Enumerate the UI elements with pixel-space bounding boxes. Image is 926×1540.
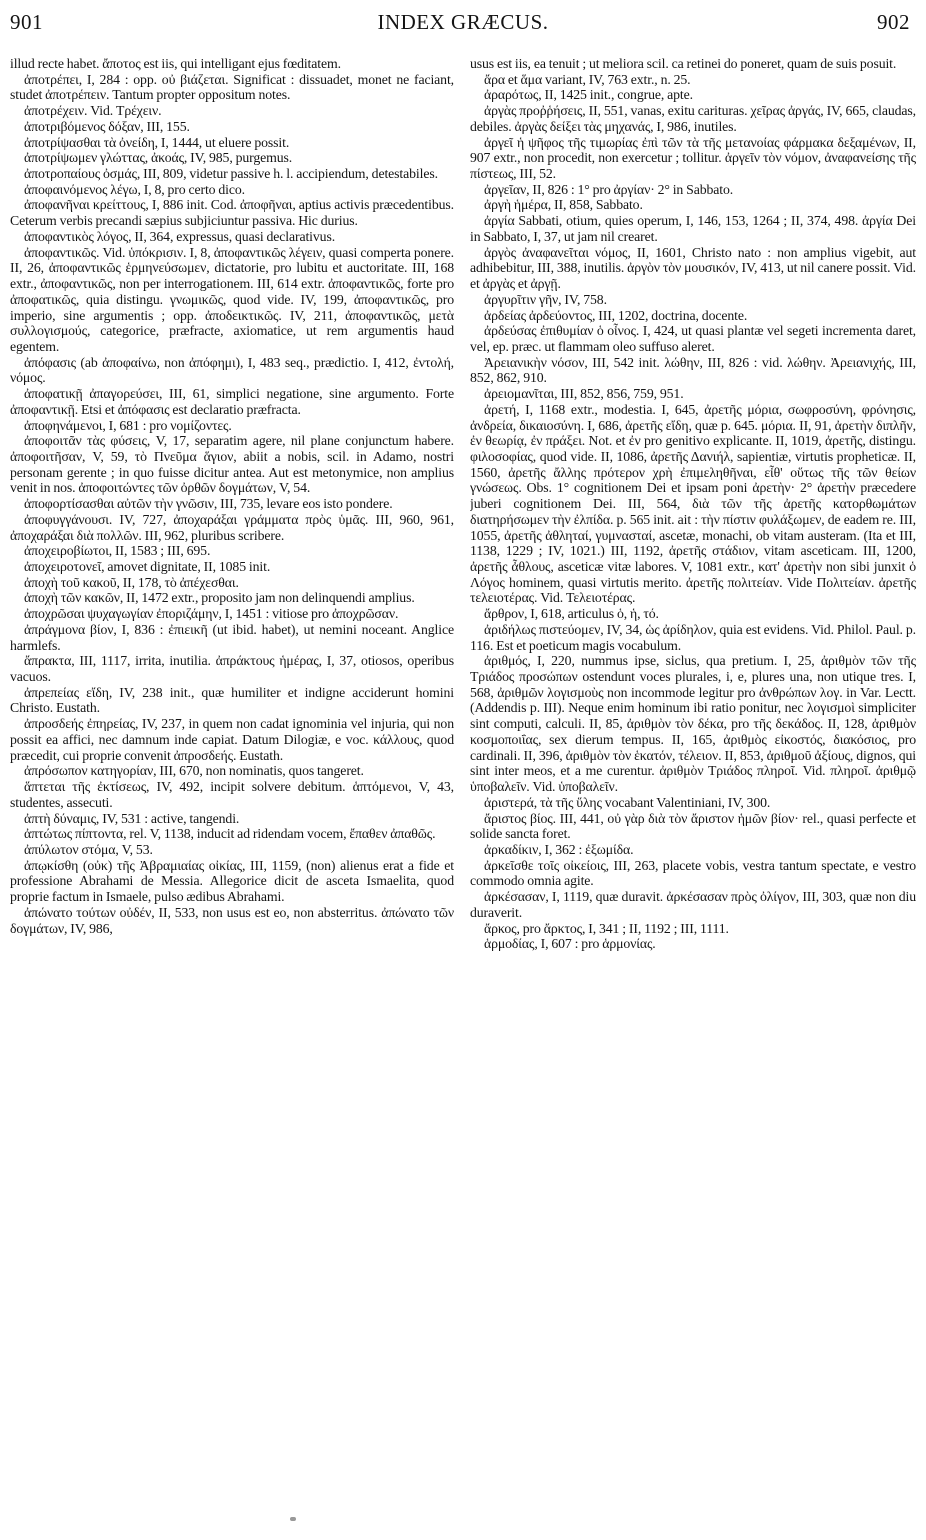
index-entry: ἀποφατικῇ ἀπαγορεύσει, III, 61, simplici negatione, sine argumento. Forte ἀποφαντικῇ. Etsi et ἀπόφασις est declaratio præfracta. <box>10 386 454 417</box>
index-entry: ἀπροσδεής ἐπηρείας, IV, 237, in quem non cadat ignominia vel injuria, qui non possit ea affici, nec damnum inde capiat. Datum Dilogiæ, e voc. κάλλους, quod præcedit, cui proprie convenit ἀπροσδεής. Eustath. <box>10 716 454 763</box>
right-column <box>470 56 916 1506</box>
index-entry: ἀποτρίψωμεν γλώττας, ἀκοάς, IV, 985, purgemus. <box>24 150 293 166</box>
index-entry: ἀργία Sabbati, otium, quies operum, I, 146, 153, 1264 ; II, 374, 498. ἀργία Dei in Sabbato, I, 37, ut jam nil crearet. <box>470 213 916 244</box>
index-entry: usus est iis, ea tenuit ; ut meliora scil. ca retinei do poneret, quam de suis posuit. <box>470 56 897 71</box>
index-entry: ἀποτρέχειν. Vid. Τρέχειν. <box>24 103 162 119</box>
index-entry: ἀρειομανῖται, III, 852, 856, 759, 951. <box>484 386 684 402</box>
index-entry: ἅπτεται τῆς ἐκτίσεως, IV, 492, incipit solvere debitum. ἁπτόμενοι, V, 43, studentes, assecuti. <box>10 779 454 810</box>
index-entry: ἀποχὴ τῶν κακῶν, II, 1472 extr., proposito jam non delinquendi amplius. <box>24 590 415 606</box>
index-entry: ἀπράγμονα βίον, I, 836 : ἐπιεικῆ (ut ibid. habet), ut nemini noceant. Anglice harmlefs. <box>10 621 454 653</box>
index-entry: ἀποτριβόμενος δόξαν, III, 155. <box>24 118 190 134</box>
index-entry: ἀπρεπείας εἴδη, IV, 238 init., quæ humiliter et indigne acciderunt homini Christo. Eustath. <box>10 684 454 716</box>
index-entry: ἁρμοδίας, I, 607 : pro ἁρμονίας. <box>484 936 656 952</box>
index-entry: ἄπρακτα, III, 1117, irrita, inutilia. ἀπράκτους ἡμέρας, I, 37, otiosos, operibus vacuos. <box>10 653 454 685</box>
index-entry: ἀπτώτως πίπτοντα, rel. V, 1138, inducit ad ridendam vocem, ἔπαθεν ἀπαθῶς. <box>24 826 436 842</box>
index-entry: ἄριστος βίος. III, 441, οὐ γὰρ διὰ τὸν ἄριστον ἡμῶν βίον· rel., quasi perfecte et solide sancta foret. <box>470 810 916 842</box>
index-entry: ἀπτὴ δύναμις, IV, 531 : active, tangendi. <box>24 810 240 826</box>
index-entry: ἀπόφασις (ab ἀποφαίνω, non ἀπόφημι), I, 483 seq., prædictio. I, 412, ἐντολή, νόμος. <box>10 354 454 386</box>
index-entry: ἀρκαδίκιν, I, 362 : ἐξωμίδα. <box>484 841 634 857</box>
index-entry: ἄρκος, pro ἄρκτος, I, 341 ; II, 1192 ; III, 1111. <box>484 920 729 936</box>
index-entry: ἀποφυγγάνουσι. IV, 727, ἀποχαράξαι γράμματα πρὸς ὑμᾶς. III, 960, 961, ἀποχαράξαι διὰ πολλῶν. III, 962, pluribus scribere. <box>10 511 454 543</box>
index-entry: Ἀρειανικὴν νόσον, III, 542 init. λώθην, III, 826 : vid. λώθην. Ἀρειανιχής, III, 852, 862, 910. <box>470 354 916 386</box>
index-entry: ἀποτροπαίους ὀσμάς, III, 809, videtur passive h. l. accipiendum, detestabiles. <box>24 166 438 182</box>
index-entry: ἀργυρῖτιν γῆν, IV, 758. <box>484 291 607 307</box>
index-entry: ἄρα et ἅμα variant, IV, 763 extr., n. 25. <box>484 71 691 87</box>
index-entry: ἀποφαντικῶς. Vid. ὑπόκρισιν. I, 8, ἀποφαντικῶς λέγειν, quasi comperta ponere. II, 26, ἀποφαντικῶς ἑρμηνεύσωμεν, dictatorie, pro lubitu et auctoritate. III, 168 extr., ἀποφαντικῶς, non per interrogationem. III, 614 extr. ἀποφαντικῶς, forte pro ἀποφατικῶς, quia distingu. γνωμικῶς, quod vide. IV, 199, ἀποφαντικῶς, pro imperio, sine argumentis ; opp. ἀποδεικτικῶς. IV, 211, ἀποφαντικῶς, μετὰ συλλογισμούς, categorice, præfracte, axiomatice, ut rem argumentis haud egentem. <box>10 244 454 354</box>
printer-mark <box>290 1517 296 1521</box>
index-entry: ἀριδήλως πιστεύομεν, IV, 34, ὡς ἀρίδηλον, quia est evidens. Vid. Philol. Paul. p. 116. Est et poeticum magis vocabulum. <box>470 621 916 653</box>
page-number-left: 901 <box>10 10 43 34</box>
index-entry: ἀρκέσασαν, I, 1119, quæ duravit. ἀρκέσασαν πρὸς ὀλίγον, III, 303, quæ non diu duraverit. <box>470 889 916 920</box>
index-entry: ἀποφοιτᾶν τὰς φύσεις, V, 17, separatim agere, nil plane conjunctum habere. ἀποφοιτῆσαν, V, 59, τὸ Πνεῦμα ἅγιον, abiit a nobis, scil. in Adamo, nostri personam gerente ; in quo fuisse dicitur antea. Aut est metonymice, non amplius venit in nos. ἀποφοιτώντες τῶν ὀρθῶν δογμάτων, V, 54. <box>10 433 454 496</box>
index-entry: ἀραρότως, II, 1425 init., congrue, apte. <box>484 87 693 103</box>
index-entry: ἀποφαινόμενος λέγω, I, 8, pro certo dico. <box>24 181 245 197</box>
running-title: INDEX GRÆCUS. <box>377 10 549 34</box>
index-entry: ἀργὸς ἀναφανεῖται νόμος, II, 1601, Christo nato : non amplius vigebit, aut adhibebitur, III, 388, inutilis. ἀργὸν τὸν μουσικόν, IV, 413, ut nil canere possit. Vid. et ἀργὰς et ἀργῇ. <box>470 244 916 292</box>
index-entry: ἀριστερά, τὰ τῆς ὕλης vocabant Valentiniani, IV, 300. <box>484 794 771 810</box>
index-entry: ἀπώνατο τούτων οὐδέν, II, 533, non usus est eo, non absterritus. ἀπώνατο τῶν δογμάτων, IV, 986, <box>10 904 454 936</box>
index-entry: ἀποτρίψασθαι τὰ ὀνείδη, I, 1444, ut eluere possit. <box>24 134 290 150</box>
index-entry: ἀργὴ ἡμέρα, II, 858, Sabbato. <box>484 197 643 213</box>
index-entry: ἀποχὴ τοῦ κακοῦ, II, 178, τὸ ἀπέχεσθαι. <box>24 574 239 590</box>
index-entry: ἀποχρῶσαι ψυχαγωγίαν ἐποριζάμην, I, 1451 : vitiose pro ἀποχρῶσαν. <box>24 606 399 622</box>
index-entry: ἀργεῖαν, II, 826 : 1° pro ἀργίαν· 2° in Sabbato. <box>484 181 734 197</box>
index-entry: ἀποτρέπει, I, 284 : opp. οὐ βιάζεται. Significat : dissuadet, monet ne faciant, studet ἀποτρέπειν. Tantum propter oppositum notes. <box>10 71 454 103</box>
index-entry: ἀποφορτίσασθαι αὐτῶν τὴν γνῶσιν, III, 735, levare eos isto pondere. <box>24 496 393 512</box>
index-entry: ἀρδεύσας ἐπιθυμίαν ὁ οἶνος. I, 424, ut quasi plantæ vel segeti incrementa daret, vel, ep. præc. ut flammam oleo suffuso aleret. <box>470 323 916 354</box>
index-entry: ἀργεῖ ἡ ψῆφος τῆς τιμωρίας ἐπὶ τῶν τὰ τῆς μετανοίας φάρμακα δεξαμένων, II, 907 extr., non procedit, non exercetur ; tollitur. ἀργεῖν τὸν νόμον, ἀναφανείσης τῆς πίστεως, III, 52. <box>470 134 916 182</box>
index-entry: ἀρετή, I, 1168 extr., modestia. I, 645, ἀρετῆς μόρια, σωφροσύνη, φρόνησις, ἀνδρεία, δικαιοσύνη. I, 686, ἀρετῆς εἴδη, quæ p. 645. μόρια. II, 91, ἀρετὴν διπλῆν, ἐν θεωρίᾳ, ἐν πράξει. Not. et ἐν pro genitivo explicante. II, 1019, ἀρετῆς, distingu. φιλοσοφίας, quod vide. II, 1086, ἀρετῆς Δανιήλ, sapientiæ, virtutis propheticæ. II, 1560, ἀρετῆς ἄλλης πρότερον χρὴ ἐπιμεληθῆναι, εἶθ' οὕτως τῆς τῶν θείων γνώσεως. Obs. 1° cognitionem Dei et ipsam poni ἀρετὴν· 2° ἀρετὴν præcedere juberi cognitionem Dei. III, 564, διὰ τῶν τῆς ἀρετῆς κατορθωμάτων διατηρήσωμεν τὴν ἐλπίδα. p. 565 init. ait : τὴν πίστιν φυλάξωμεν, de eadem re. III, 1055, ἀρετῆς ἀθληταί, γυμνασταί, ascetæ, monachi, ob vitam austeram. (Ita et III, 1138, 1229 ; IV, 1021.) III, 1192, ἀρετῆς στάδιον, vitam asceticam. III, 1200, ἀρετῆς ἆθλους, asceticæ vitæ labores. V, 1081 extr., κατ' ἀρετὴν non sibi junxit ὁ Λόγος hominem, quasi virtutis merito. ἀρετῆς πολιτείαν. Vide Πολιτείαν. ἀρετῆς τελειοτέρας. Vid. Τελειοτέρας. <box>470 401 916 606</box>
index-entry: ἀργὰς προῤῥήσεις, II, 551, vanas, exitu carituras. χεῖρας ἀργάς, IV, 665, claudas, debiles. ἀργὰς δείξει τὰς μηχανάς, I, 986, inutiles. <box>470 103 916 134</box>
page-number-right: 902 <box>877 10 910 34</box>
index-entry: ἀποφαντικὸς λόγος, II, 364, expressus, quasi declarativus. <box>24 228 336 244</box>
running-header <box>10 6 916 46</box>
index-entry: ἀποφηνάμενοι, I, 681 : pro νομίζοντες. <box>24 417 232 433</box>
left-column <box>10 56 454 1506</box>
index-entry: ἀρδείας ἀρδεύοντος, III, 1202, doctrina, docente. <box>484 307 748 323</box>
index-entry: ἀποχειροβίωτοι, II, 1583 ; III, 695. <box>24 543 211 559</box>
index-entry: ἀρκεῖσθε τοῖς οἰκείοις, III, 263, placete vobis, vestra tantum spectate, e vestro commodo omnia agite. <box>470 857 916 889</box>
index-entry: ἀπύλωτον στόμα, V, 53. <box>24 841 153 857</box>
index-entry: ἄρθρον, I, 618, articulus ὁ, ἡ, τό. <box>484 606 659 622</box>
index-entry: ἀριθμός, I, 220, nummus ipse, siclus, qua pretium. I, 25, ἀριθμὸν τῶν τῆς Τριάδος προσώπων ostendunt voces plurales, i, e, plures una, non utique tres. I, 568, ἀριθμῶν λογισμοὺς non incommode legitur pro ἀνθρώπων λογ. in Var. Lectt. (Addendis p. III). Neque enim hominum ibi ratio ponitur, nec λογισμοὶ simpliciter sint computi, calculi. II, 85, ἀριθμὸν τὸν δέκα, pro τῆς δεκάδος. II, 128, ἀριθμὸν κοσμοποιΐας, sex dierum tempus. II, 165, ἀριθμὸς εἰκοστός, διακόσιος, pro cardinali. II, 396, ἀριθμὸν τὸν ἑκατόν, τέλειον. II, 853, ἀριθμοῦ ἀξίους, dignos, qui sint inter meos, et a me curentur. ἀριθμὸν Τριάδος πληροῖ. Vid. πληροῖ. ἀριθμῷ ὑποβαλεῖν. Vid. ὑποβαλεῖν. <box>470 653 916 795</box>
index-entry: ἀπρόσωπον κατηγορίαν, III, 670, non nominatis, quos tangeret. <box>24 763 364 779</box>
index-entry: ἀπῳκίσθη (οὐκ) τῆς Ἀβραμιαίας οἰκίας, III, 1159, (non) alienus erat a fide et professione Abrahami de Messia. Allegorice dicit de asceta Ismaelita, quod proprie factum in Ismaele, pulso ædibus Abrahami. <box>10 857 454 905</box>
index-entry: ἀποχειροτονεῖ, amovet dignitate, II, 1085 init. <box>24 559 271 574</box>
index-entry: ἀποφανῆναι κρείττους, I, 886 init. Cod. ἀποφῆναι, aptius activis præcedentibus. Ceterum verbis precandi sæpius subjiciuntur passiva. Hic durius. <box>10 197 454 229</box>
index-entry: illud recte habet. ἄποτος est iis, qui intelligant ejus fœditatem. <box>10 56 341 71</box>
